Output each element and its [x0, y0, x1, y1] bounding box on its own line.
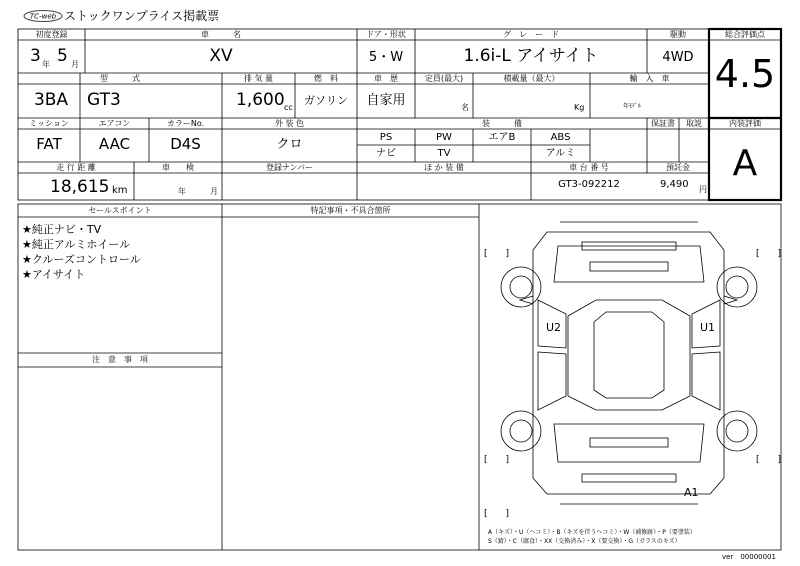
bracket-marker: [ ]: [484, 249, 510, 259]
damage-mark-u2: U2: [546, 321, 562, 334]
inspection-month-unit: 月: [210, 187, 218, 196]
label-mission: ミッション: [29, 119, 69, 128]
model: GT3: [87, 90, 121, 110]
label-aircon: エアコン: [98, 119, 131, 128]
label-other-equipment: ほ か 装 備: [424, 163, 464, 172]
equip-tv: TV: [437, 148, 451, 159]
deposit: 9,490: [660, 179, 689, 190]
label-deposit: 預託金: [666, 163, 690, 172]
displacement-unit: cc: [284, 103, 293, 112]
label-drive: 駆動: [670, 30, 686, 39]
label-capacity: 定員(最大): [424, 74, 464, 83]
label-caution: 注 意 事 項: [92, 355, 148, 364]
mileage-unit: km: [112, 185, 128, 196]
logo-text: TC-web: [29, 12, 57, 21]
model-prefix: 3BA: [33, 90, 69, 110]
label-inspection: 車 検: [162, 163, 194, 172]
label-mileage: 走 行 距 離: [56, 163, 96, 172]
legend-line: S（錆）・C（腐食）・XX（交換済み）・X（要交換）・G（ガラスのキズ）: [488, 538, 681, 545]
sales-point-item: ★純正アルミホイール: [22, 238, 131, 251]
mission: FAT: [36, 135, 62, 153]
bracket-marker: [ ]: [484, 509, 510, 519]
car-name: XV: [209, 46, 233, 66]
load-unit: Kg: [574, 103, 585, 112]
overall-score: 4.5: [714, 52, 776, 96]
document-title: ストックワンプライス掲載票: [64, 9, 220, 23]
label-reg-number: 登録ナンバー: [265, 163, 314, 172]
label-overall-score: 総合評価点: [725, 30, 765, 39]
label-notes: 特記事項・不具合箇所: [310, 206, 391, 215]
grade: 1.6i-L アイサイト: [463, 46, 599, 66]
reg-year: 3: [30, 46, 41, 66]
exterior-color: クロ: [276, 137, 303, 152]
import-note: 年ﾓﾃﾞﾙ: [623, 103, 642, 110]
interior-score: A: [732, 143, 758, 184]
label-first-reg: 初度登録: [35, 30, 68, 39]
fuel: ガソリン: [304, 94, 348, 107]
label-car-name: 車 名: [201, 30, 241, 39]
history: 自家用: [366, 93, 406, 108]
label-warranty: 保証書: [651, 119, 675, 128]
equip-airbag: エアB: [488, 132, 516, 143]
sales-point-item: ★純正ナビ・TV: [22, 223, 102, 236]
label-fuel: 燃 料: [314, 74, 338, 83]
door-form: 5・W: [368, 50, 404, 65]
label-interior-score: 内装評価: [729, 119, 761, 128]
equip-alloy: アルミ: [545, 148, 576, 159]
aircon: AAC: [98, 135, 131, 153]
label-displacement: 排 気 量: [243, 74, 274, 83]
reg-year-unit: 年: [42, 60, 50, 69]
equip-abs: ABS: [550, 132, 571, 143]
label-equipment: 装 備: [482, 119, 522, 128]
bracket-marker: [ ]: [484, 455, 510, 465]
equip-navi: ナビ: [376, 148, 396, 159]
label-manual: 取説: [686, 119, 702, 128]
color-no: D4S: [170, 135, 201, 153]
deposit-unit: 円: [699, 185, 707, 194]
damage-mark-u1: U1: [700, 321, 716, 334]
label-import: 輸 入 車: [629, 74, 670, 83]
mileage: 18,615: [50, 177, 110, 197]
drive: 4WD: [662, 50, 694, 65]
legend-line: A（キズ）・U（ヘコミ）・B（キズを伴うヘコミ）・W（補修跡）・P（要塗装）: [488, 529, 696, 536]
label-chassis-no: 車 台 番 号: [569, 163, 609, 172]
inspection-year-unit: 年: [178, 187, 186, 196]
sales-point-item: ★クルーズコントロール: [22, 253, 141, 266]
capacity-unit: 名: [461, 103, 469, 112]
equip-ps: PS: [379, 132, 393, 143]
bracket-marker: [ ]: [756, 249, 782, 259]
bracket-marker: [ ]: [756, 455, 782, 465]
label-history: 車 歴: [374, 74, 398, 83]
equip-pw: PW: [436, 132, 452, 143]
chassis-no: GT3-092212: [558, 179, 620, 190]
reg-month: 5: [57, 46, 68, 66]
sales-point-item: ★アイサイト: [22, 268, 86, 281]
damage-mark-a1: A1: [684, 486, 699, 499]
label-color-no: カラーNo.: [166, 119, 205, 128]
label-sales-point: セールスポイント: [88, 206, 152, 215]
version-label: ver 00000001: [722, 553, 776, 561]
label-grade: グ レ ー ド: [503, 30, 559, 39]
reg-month-unit: 月: [71, 60, 79, 69]
label-load: 積載量（最大）: [503, 74, 560, 83]
label-exterior-color: 外 装 色: [274, 119, 305, 128]
label-door-form: ドア・形状: [366, 30, 406, 39]
label-model-type: 型 式: [100, 74, 140, 83]
displacement: 1,600: [236, 90, 285, 110]
